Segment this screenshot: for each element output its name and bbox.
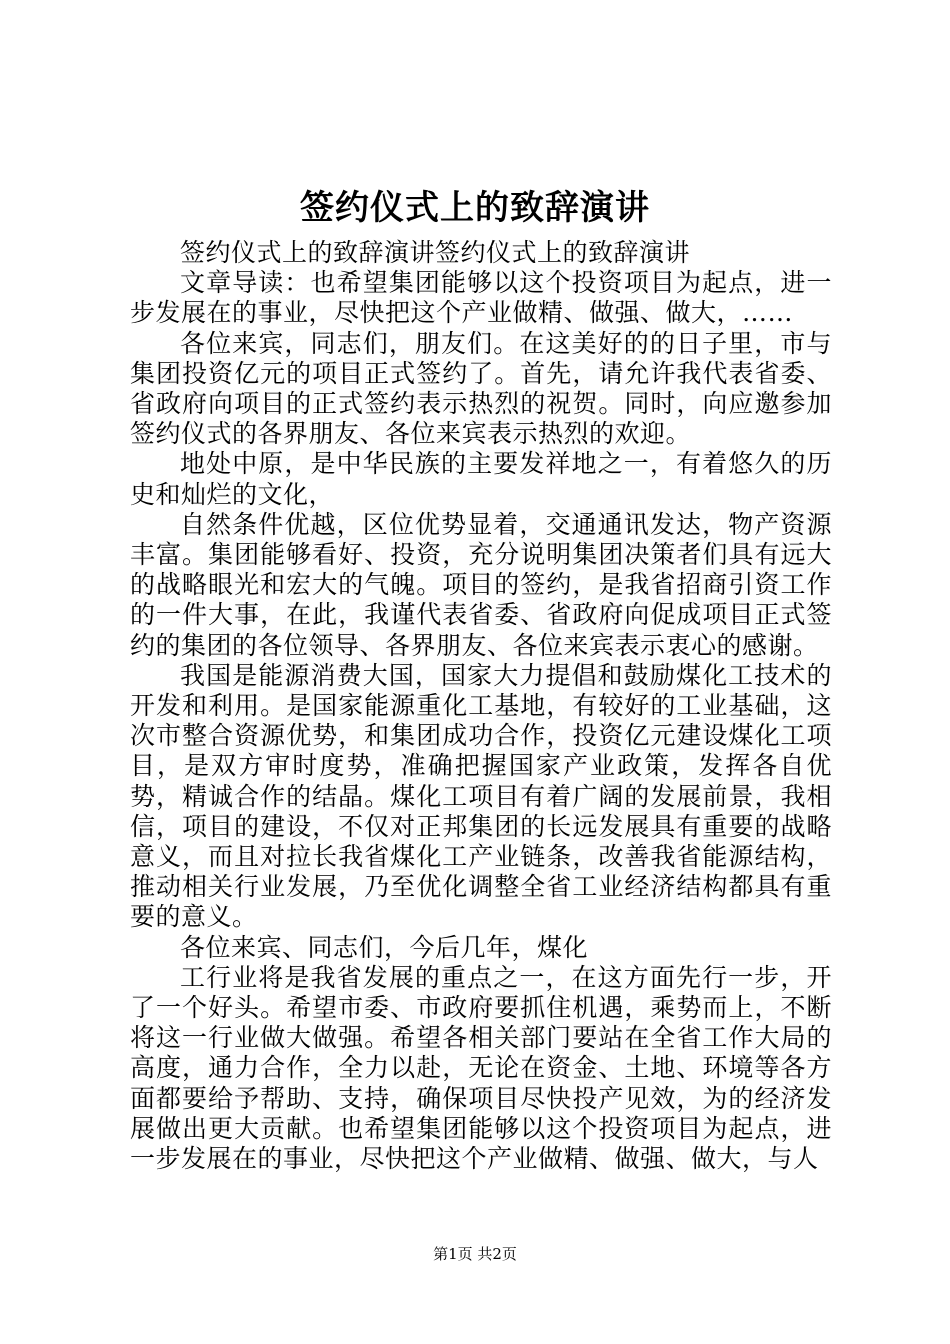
paragraph-energy: 我国是能源消费大国，国家大力提倡和鼓励煤化工技术的开发和利用。是国家能源重化工基地，有较好的工业基础，这次市整合资源优势，和集团成功合作，投资亿元建设煤化工项目，是双方审时度势，准确把握国家产业政策，发挥各自优势，精诚合作的结晶。煤化工项目有着广阔的发展前景，我相信，项目的建设，不仅对正邦集团的长远发展具有重要的战略意义，而且对拉长我省煤化工产业链条，改善我省能源结构，推动相关行业发展，乃至优化调整全省工业经济结构都具有重要的意义。: [130, 660, 832, 932]
paragraph-address: 各位来宾、同志们，今后几年，煤化: [180, 932, 589, 962]
document-title: 签约仪式上的致辞演讲: [300, 188, 650, 228]
paragraph-subtitle: 签约仪式上的致辞演讲签约仪式上的致辞演讲: [180, 238, 691, 267]
paragraph-greeting: 各位来宾，同志们，朋友们。在这美好的的日子里，市与集团投资亿元的项目正式签约了。首先，请允许我代表省委、省政府向项目的正式签约表示热烈的祝贺。同时，向应邀参加签约仪式的各界朋友、各位来宾表示热烈的欢迎。: [130, 328, 832, 449]
paragraph-industry: 工行业将是我省发展的重点之一，在这方面先行一步，开了一个好头。希望市委、市政府要抓住机遇，乘势而上，不断将这一行业做大做强。希望各相关部门要站在全省工作大局的高度，通力合作，全力以赴，无论在资金、土地、环境等各方面都要给予帮助、支持，确保项目尽快投产见效，为的经济发展做出更大贡献。也希望集团能够以这个投资项目为起点，进一步发展在的事业，尽快把这个产业做精、做强、做大，与人: [130, 962, 832, 1174]
page-footer: 第1页 共2页: [433, 1245, 517, 1263]
paragraph-guide: 文章导读：也希望集团能够以这个投资项目为起点，进一步发展在的事业，尽快把这个产业做精、做强、做大，……: [130, 268, 832, 328]
paragraph-history: 地处中原，是中华民族的主要发祥地之一，有着悠久的历史和灿烂的文化，: [130, 449, 832, 509]
paragraph-conditions: 自然条件优越，区位优势显着，交通通讯发达，物产资源丰富。集团能够看好、投资，充分说明集团决策者们具有远大的战略眼光和宏大的气魄。项目的签约，是我省招商引资工作的一件大事，在此，我谨代表省委、省政府向促成项目正式签约的集团的各位领导、各界朋友、各位来宾表示衷心的感谢。: [130, 509, 832, 660]
document-body: [130, 238, 832, 1174]
